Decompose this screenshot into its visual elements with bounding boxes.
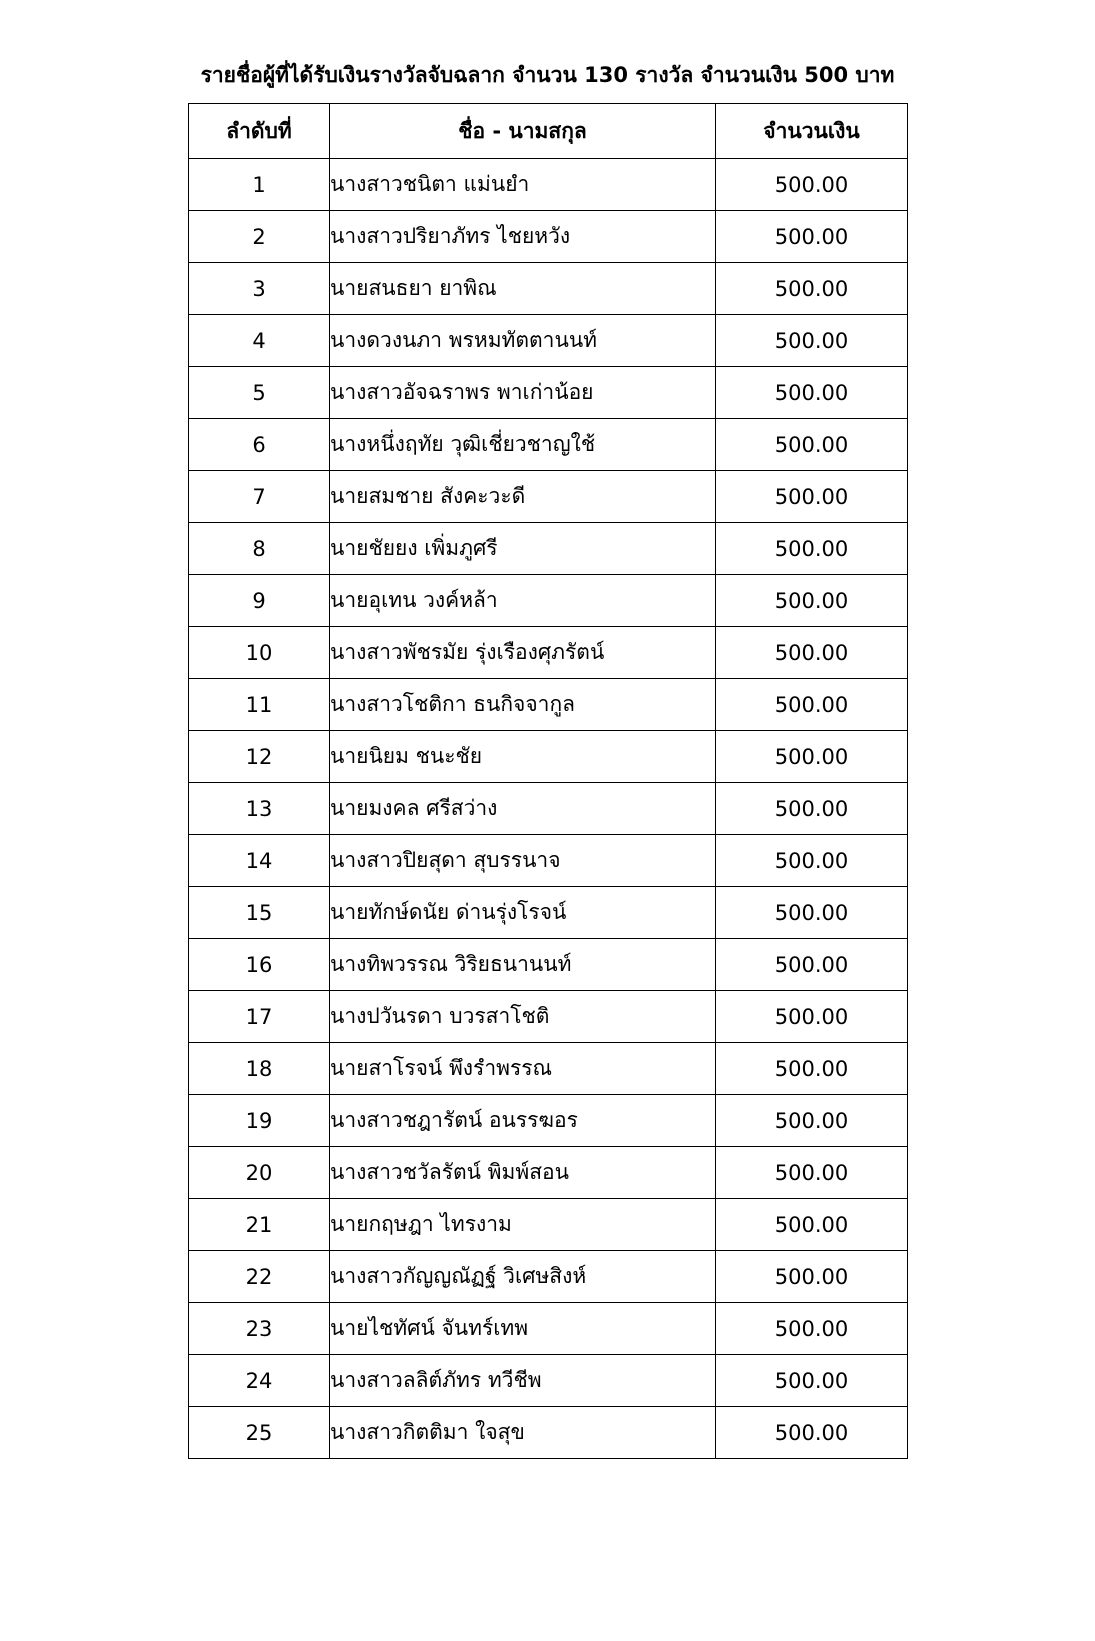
row-number: 9 xyxy=(189,575,330,627)
row-number: 16 xyxy=(189,939,330,991)
row-number: 13 xyxy=(189,783,330,835)
table-row xyxy=(189,991,908,1043)
row-amount: 500.00 xyxy=(716,1407,908,1459)
row-amount: 500.00 xyxy=(716,1043,908,1095)
table-row xyxy=(189,1095,908,1147)
header-amount: จำนวนเงิน xyxy=(716,104,908,159)
row-number: 2 xyxy=(189,211,330,263)
row-number: 3 xyxy=(189,263,330,315)
document-title: รายชื่อผู้ที่ได้รับเงินรางวัลจับฉลาก จำนวน 130 รางวัล จำนวนเงิน 500 บาท xyxy=(200,63,895,87)
row-amount: 500.00 xyxy=(716,263,908,315)
winners-table xyxy=(188,103,908,1459)
row-number: 24 xyxy=(189,1355,330,1407)
row-name: นางสาวอัจฉราพร พาเก่าน้อย xyxy=(330,367,716,419)
table-row xyxy=(189,367,908,419)
header-name: ชื่อ - นามสกุล xyxy=(330,104,716,159)
table-row xyxy=(189,1251,908,1303)
table-header xyxy=(189,104,908,159)
row-number: 17 xyxy=(189,991,330,1043)
table-row xyxy=(189,575,908,627)
row-name: นางดวงนภา พรหมทัตตานนท์ xyxy=(330,315,716,367)
row-name: นายสมชาย สังคะวะดี xyxy=(330,471,716,523)
row-name: นางสาวปิยสุดา สุบรรนาจ xyxy=(330,835,716,887)
table-row xyxy=(189,1199,908,1251)
table-row xyxy=(189,263,908,315)
row-amount: 500.00 xyxy=(716,315,908,367)
row-name: นางสาวชวัลรัตน์ พิมพ์สอน xyxy=(330,1147,716,1199)
row-number: 14 xyxy=(189,835,330,887)
row-amount: 500.00 xyxy=(716,419,908,471)
row-number: 20 xyxy=(189,1147,330,1199)
table-row xyxy=(189,523,908,575)
row-amount: 500.00 xyxy=(716,1147,908,1199)
row-amount: 500.00 xyxy=(716,159,908,211)
table-row xyxy=(189,783,908,835)
table-row xyxy=(189,471,908,523)
table-row xyxy=(189,159,908,211)
row-name: นางปวันรดา บวรสาโชติ xyxy=(330,991,716,1043)
row-name: นางสาวลลิต์ภัทร ทวีชีพ xyxy=(330,1355,716,1407)
row-name: นายไชทัศน์ จันทร์เทพ xyxy=(330,1303,716,1355)
row-name: นางสาวโชติกา ธนกิจจากูล xyxy=(330,679,716,731)
table-row xyxy=(189,1355,908,1407)
row-number: 21 xyxy=(189,1199,330,1251)
row-name: นายสาโรจน์ พึงรำพรรณ xyxy=(330,1043,716,1095)
row-name: นางหนึ่งฤทัย วุฒิเชี่ยวชาญใช้ xyxy=(330,419,716,471)
row-name: นายกฤษฎา ไทรงาม xyxy=(330,1199,716,1251)
row-number: 18 xyxy=(189,1043,330,1095)
row-amount: 500.00 xyxy=(716,627,908,679)
row-name: นางทิพวรรณ วิริยธนานนท์ xyxy=(330,939,716,991)
row-name: นายอุเทน วงค์หล้า xyxy=(330,575,716,627)
table-row xyxy=(189,887,908,939)
row-name: นางสาวชนิตา แม่นยำ xyxy=(330,159,716,211)
row-name: นางสาวกัญญณัฏฐ์ วิเศษสิงห์ xyxy=(330,1251,716,1303)
row-amount: 500.00 xyxy=(716,523,908,575)
row-name: นางสาวปริยาภัทร ไชยหวัง xyxy=(330,211,716,263)
row-number: 15 xyxy=(189,887,330,939)
header-number: ลำดับที่ xyxy=(189,104,330,159)
row-amount: 500.00 xyxy=(716,1095,908,1147)
row-name: นายสนธยา ยาพิณ xyxy=(330,263,716,315)
row-name: นางสาวกิตติมา ใจสุข xyxy=(330,1407,716,1459)
row-amount: 500.00 xyxy=(716,835,908,887)
row-amount: 500.00 xyxy=(716,939,908,991)
row-amount: 500.00 xyxy=(716,1251,908,1303)
table-row xyxy=(189,679,908,731)
row-amount: 500.00 xyxy=(716,783,908,835)
row-name: นางสาวพัชรมัย รุ่งเรืองศุภรัตน์ xyxy=(330,627,716,679)
table-row xyxy=(189,835,908,887)
table-row xyxy=(189,211,908,263)
row-name: นางสาวชฎารัตน์ อนรรฆอร xyxy=(330,1095,716,1147)
row-number: 12 xyxy=(189,731,330,783)
row-name: นายนิยม ชนะชัย xyxy=(330,731,716,783)
row-number: 8 xyxy=(189,523,330,575)
table-row xyxy=(189,315,908,367)
row-number: 22 xyxy=(189,1251,330,1303)
table-row xyxy=(189,419,908,471)
row-number: 11 xyxy=(189,679,330,731)
row-amount: 500.00 xyxy=(716,679,908,731)
table-row xyxy=(189,939,908,991)
row-number: 1 xyxy=(189,159,330,211)
row-number: 4 xyxy=(189,315,330,367)
row-amount: 500.00 xyxy=(716,575,908,627)
row-amount: 500.00 xyxy=(716,367,908,419)
row-number: 25 xyxy=(189,1407,330,1459)
row-amount: 500.00 xyxy=(716,1355,908,1407)
table-row xyxy=(189,1147,908,1199)
row-number: 7 xyxy=(189,471,330,523)
row-number: 5 xyxy=(189,367,330,419)
row-amount: 500.00 xyxy=(716,471,908,523)
header-row xyxy=(189,104,908,159)
row-name: นายชัยยง เพิ่มภูศรี xyxy=(330,523,716,575)
row-name: นายมงคล ศรีสว่าง xyxy=(330,783,716,835)
row-amount: 500.00 xyxy=(716,211,908,263)
row-number: 10 xyxy=(189,627,330,679)
table-row xyxy=(189,1407,908,1459)
row-amount: 500.00 xyxy=(716,1303,908,1355)
row-number: 6 xyxy=(189,419,330,471)
table-body xyxy=(189,159,908,1459)
row-name: นายทักษ์ดนัย ด่านรุ่งโรจน์ xyxy=(330,887,716,939)
table-row xyxy=(189,731,908,783)
row-amount: 500.00 xyxy=(716,887,908,939)
row-amount: 500.00 xyxy=(716,1199,908,1251)
table-row xyxy=(189,1043,908,1095)
row-number: 19 xyxy=(189,1095,330,1147)
row-number: 23 xyxy=(189,1303,330,1355)
row-amount: 500.00 xyxy=(716,991,908,1043)
row-amount: 500.00 xyxy=(716,731,908,783)
table-row xyxy=(189,627,908,679)
table-row xyxy=(189,1303,908,1355)
